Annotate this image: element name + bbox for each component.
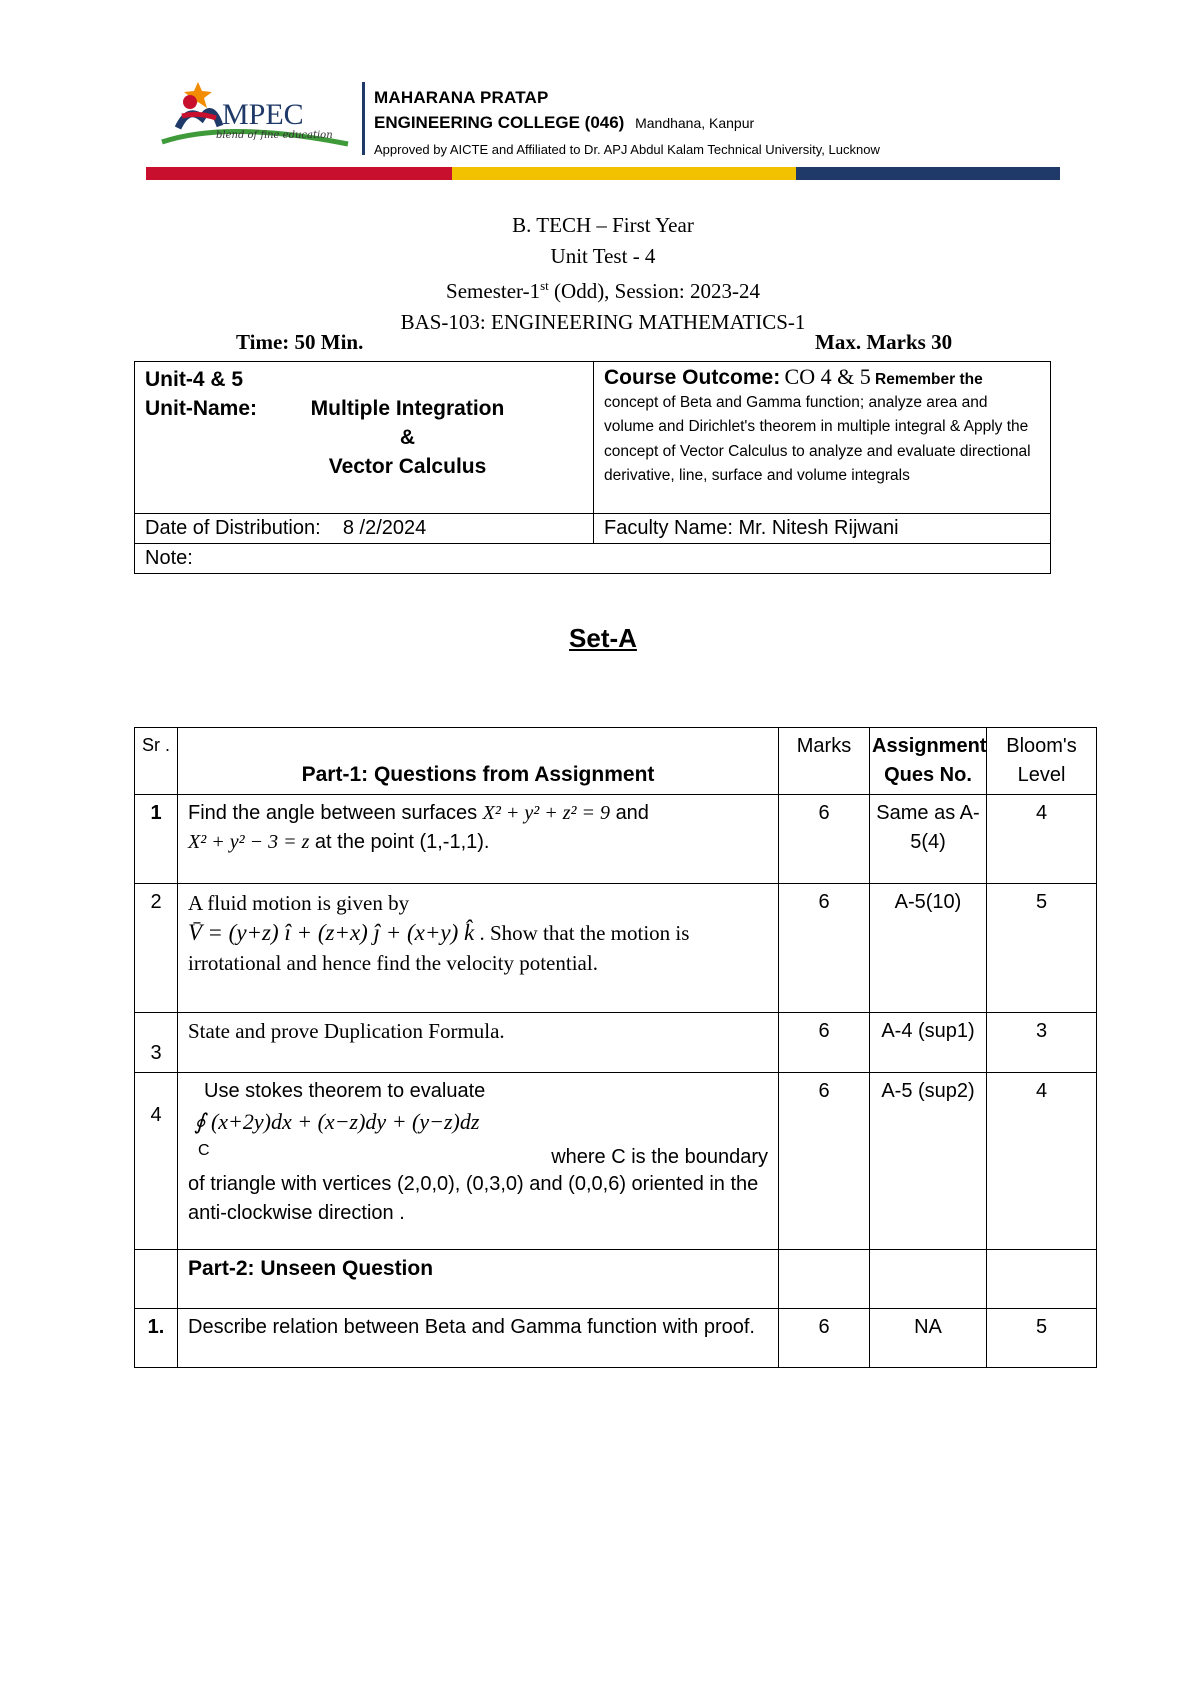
table-row (135, 795, 1097, 884)
part2-bloom-blank (987, 1250, 1097, 1309)
q4-marks: 6 (779, 1073, 870, 1250)
unit-cell (135, 362, 594, 514)
logo-tagline: blend of fine education (216, 130, 333, 141)
unseen1-text: Describe relation between Beta and Gamma function with proof. (178, 1309, 779, 1368)
q1-equation-1: X² + y² + z² = 9 (482, 802, 610, 824)
date-label: Date of Distribution: (145, 517, 321, 539)
q2-text-a: A fluid motion is given by (188, 891, 410, 915)
course-title: BAS-103: ENGINEERING MATHEMATICS-1 (400, 309, 806, 334)
semester-suffix: (Odd), Session: 2023-24 (548, 279, 760, 303)
stripe-yellow (452, 167, 796, 180)
header-bloom: Bloom's Level (987, 728, 1097, 795)
q1-marks: 6 (779, 795, 870, 884)
unseen1-marks: 6 (779, 1309, 870, 1368)
q1-text-a: Find the angle between surfaces (188, 802, 478, 824)
q4-text-b: where C is the boundary (551, 1146, 768, 1168)
q1-text-b: and (615, 802, 649, 824)
unit-info-table (134, 361, 1051, 574)
unit-name-label: Unit-Name: (145, 397, 258, 420)
header-sr: Sr . (135, 728, 178, 795)
exam-title-block (0, 210, 1200, 337)
semester-prefix: Semester-1 (446, 279, 541, 303)
q3-text: State and prove Duplication Formula. (178, 1013, 779, 1073)
header-divider (362, 82, 365, 155)
header-assignment: Assignment Ques No. (870, 728, 987, 795)
q4-bloom: 4 (987, 1073, 1097, 1250)
unseen1-sr: 1. (135, 1309, 178, 1368)
q1-sr: 1 (135, 795, 178, 884)
logo-text: MPEC (222, 98, 304, 131)
q3-assignment: A-4 (sup1) (870, 1013, 987, 1073)
unit-name-row (145, 394, 583, 481)
table-row (135, 1073, 1097, 1250)
part2-assign-blank (870, 1250, 987, 1309)
q1-text (178, 795, 779, 884)
header-part1 (178, 728, 779, 795)
semester-sup: st (540, 278, 549, 293)
header-color-stripe (146, 167, 1060, 180)
set-heading: Set-A (569, 623, 637, 653)
q4-subline (188, 1138, 768, 1170)
table-row (135, 1013, 1097, 1073)
co-desc-start: Remember the (875, 371, 983, 388)
semester-line (0, 271, 1200, 307)
college-logo (158, 72, 353, 158)
unit-name-1: Multiple Integration (310, 397, 505, 420)
q4-sr: 4 (135, 1073, 178, 1250)
table-row (135, 884, 1097, 1013)
q4-text-c: of triangle with vertices (2,0,0), (0,3,0) and (0,0,6) oriented in the anti-clockwise direction . (188, 1173, 759, 1224)
unit-number: Unit-4 & 5 (145, 368, 244, 391)
college-approval: Approved by AICTE and Affiliated to Dr. APJ Abdul Kalam Technical University, Lucknow (374, 142, 880, 157)
q2-equation: V̄ = (y+z) î + (z+x) ĵ + (x+y) k̂ (188, 920, 475, 945)
q4-equation: ∮ (x+2y)dx + (x−z)dy + (y−z)dz (194, 1109, 480, 1134)
unit-name-amp: & (399, 426, 416, 449)
part2-header-row (135, 1250, 1097, 1309)
table-header-row (135, 728, 1097, 795)
unit-name-values (295, 394, 520, 481)
test-title: Unit Test - 4 (550, 243, 656, 268)
program-title: B. TECH – First Year (512, 213, 694, 237)
q2-text (178, 884, 779, 1013)
part2-title: Part-2: Unseen Question (188, 1257, 434, 1280)
part2-sr-blank (135, 1250, 178, 1309)
q1-bloom: 4 (987, 795, 1097, 884)
q4-assignment: A-5 (sup2) (870, 1073, 987, 1250)
unseen1-bloom: 5 (987, 1309, 1097, 1368)
q2-bloom: 5 (987, 884, 1097, 1013)
max-marks: Max. Marks 30 (815, 330, 953, 354)
college-name: ENGINEERING COLLEGE (374, 113, 580, 132)
q2-assignment: A-5(10) (870, 884, 987, 1013)
q4-contour-label: C (198, 1142, 210, 1159)
co-value: CO 4 & 5 (784, 364, 871, 389)
part2-title-cell (178, 1250, 779, 1309)
college-code: (046) (584, 113, 625, 132)
faculty-name: Faculty Name: Mr. Nitesh Rijwani (594, 514, 1051, 544)
q2-sr: 2 (135, 884, 178, 1013)
q2-marks: 6 (779, 884, 870, 1013)
exam-time: Time: 50 Min. (236, 330, 364, 354)
part1-title: Part-1: Questions from Assignment (301, 763, 655, 786)
header-marks: Marks (779, 728, 870, 795)
date-value: 8 /2/2024 (342, 517, 427, 539)
college-location: Mandhana, Kanpur (635, 115, 755, 131)
part2-marks-blank (779, 1250, 870, 1309)
date-cell (135, 514, 594, 544)
stripe-blue (796, 167, 1060, 180)
note: Note: (135, 544, 1051, 574)
q3-marks: 6 (779, 1013, 870, 1073)
q1-assignment: Same as A-5(4) (870, 795, 987, 884)
q4-text-a: Use stokes theorem to evaluate (204, 1080, 486, 1102)
stripe-red (146, 167, 452, 180)
q2-text-b: . Show that the motion is irrotational and hence find the velocity potential. (188, 921, 690, 975)
college-name-line2 (374, 113, 754, 133)
q4-text (178, 1073, 779, 1250)
q3-bloom: 3 (987, 1013, 1097, 1073)
questions-table (134, 727, 1097, 1368)
co-label: Course Outcome: (604, 366, 781, 389)
table-row (135, 1309, 1097, 1368)
unit-name-2: Vector Calculus (328, 455, 487, 478)
college-name-line1: MAHARANA PRATAP (374, 88, 549, 107)
q1-text-c: at the point (1,-1,1). (314, 831, 490, 853)
q3-sr: 3 (135, 1013, 178, 1073)
course-outcome-cell (594, 362, 1051, 514)
co-description: concept of Beta and Gamma function; analyze area and volume and Dirichlet's theorem in multiple integral & Apply the concept of Vector Calculus to analyze and evaluate directional derivative, line, surface and volume integrals (604, 393, 1031, 484)
unseen1-assignment: NA (870, 1309, 987, 1368)
q1-equation-2: X² + y² − 3 = z (188, 831, 310, 853)
